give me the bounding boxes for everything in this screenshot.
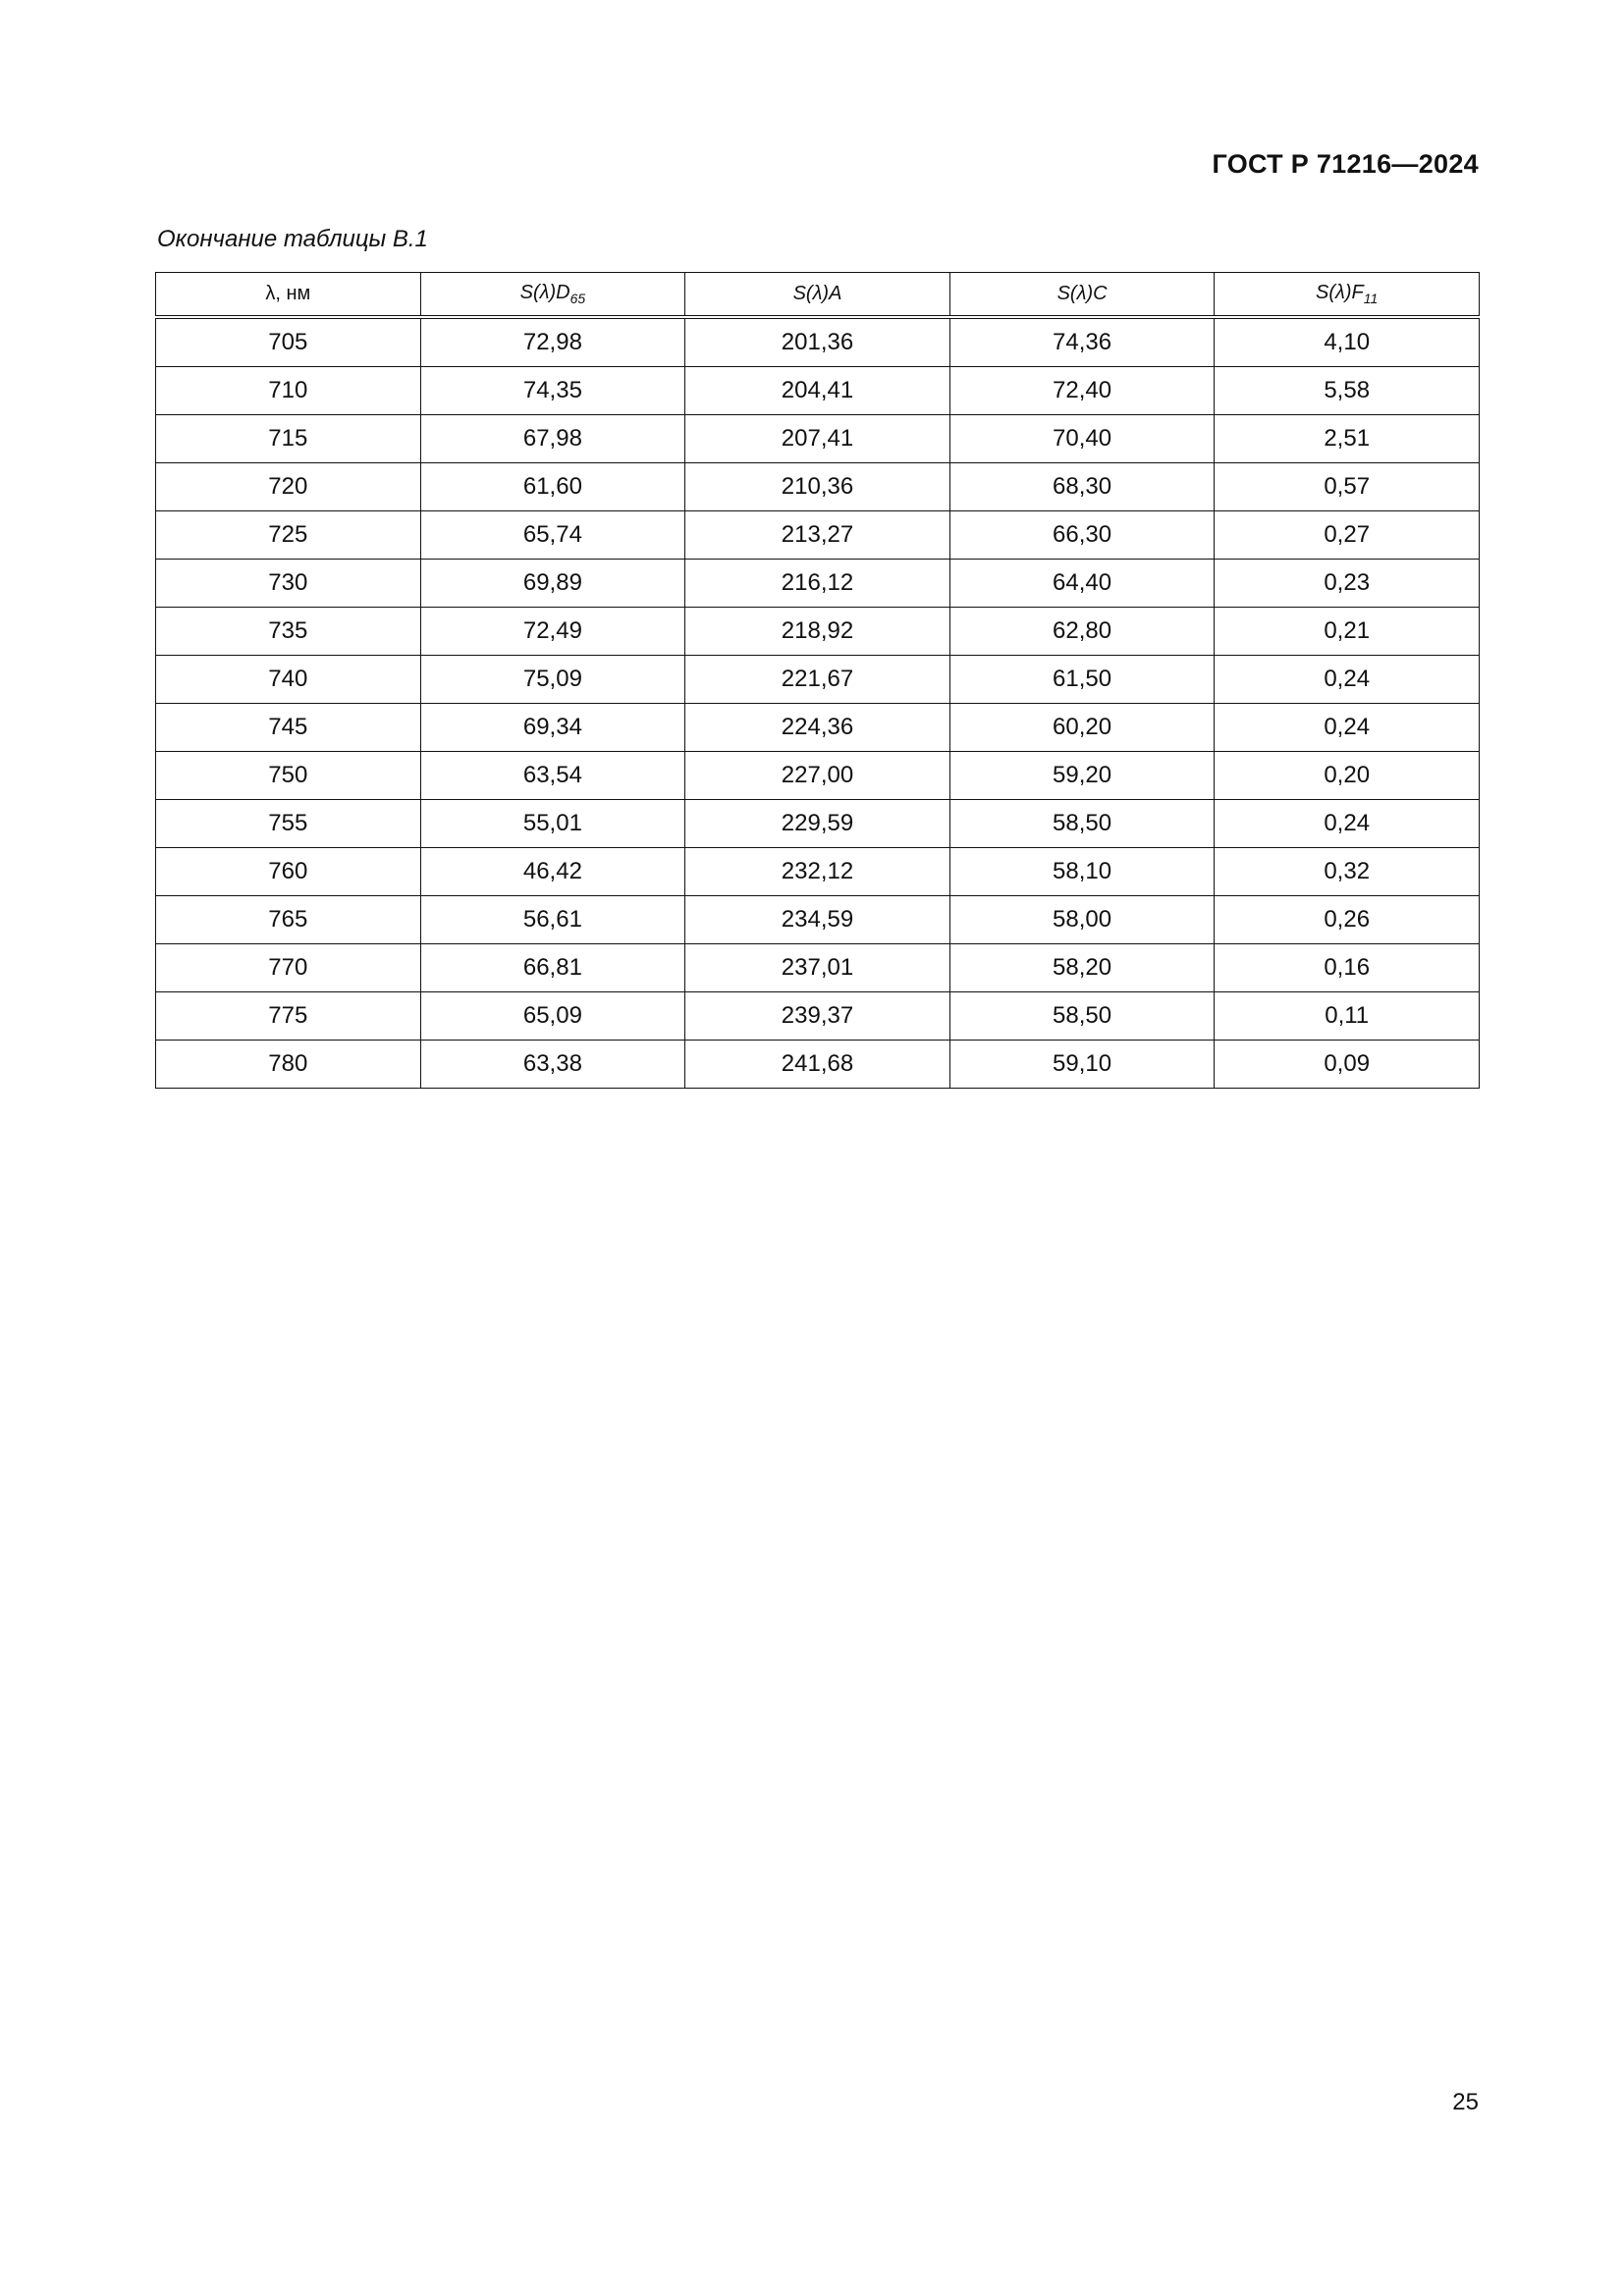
col-header-label: S(λ)A bbox=[792, 283, 842, 304]
table-cell: 66,30 bbox=[949, 511, 1215, 560]
table-row bbox=[156, 415, 1480, 463]
table-row bbox=[156, 656, 1480, 704]
table-cell: 63,54 bbox=[420, 752, 685, 800]
table-cell: 72,40 bbox=[949, 367, 1215, 415]
table-row bbox=[156, 944, 1480, 992]
table-cell: 0,24 bbox=[1215, 800, 1480, 848]
table-cell: 0,23 bbox=[1215, 560, 1480, 608]
col-header-subscript: 11 bbox=[1363, 291, 1379, 306]
table-row bbox=[156, 752, 1480, 800]
table-cell: 72,98 bbox=[420, 317, 685, 367]
col-header-label: S(λ)D bbox=[519, 282, 570, 303]
table-cell: 730 bbox=[156, 560, 421, 608]
table-row bbox=[156, 317, 1480, 367]
table-cell: 72,49 bbox=[420, 608, 685, 656]
page-number: 25 bbox=[1452, 2089, 1479, 2115]
table-row bbox=[156, 560, 1480, 608]
table-cell: 0,27 bbox=[1215, 511, 1480, 560]
table-caption: Окончание таблицы В.1 bbox=[157, 226, 428, 252]
spectral-data-table bbox=[155, 272, 1480, 1089]
table-cell: 221,67 bbox=[685, 656, 950, 704]
table-row bbox=[156, 800, 1480, 848]
table-cell: 63,38 bbox=[420, 1041, 685, 1089]
col-header-wavelength bbox=[156, 273, 421, 318]
table-cell: 70,40 bbox=[949, 415, 1215, 463]
table-cell: 65,09 bbox=[420, 992, 685, 1041]
table-row bbox=[156, 896, 1480, 944]
table-cell: 58,10 bbox=[949, 848, 1215, 896]
table-row bbox=[156, 1041, 1480, 1089]
table-cell: 218,92 bbox=[685, 608, 950, 656]
table-cell: 0,24 bbox=[1215, 656, 1480, 704]
table-cell: 715 bbox=[156, 415, 421, 463]
col-header-a bbox=[685, 273, 950, 318]
table-cell: 61,50 bbox=[949, 656, 1215, 704]
table-cell: 2,51 bbox=[1215, 415, 1480, 463]
table-cell: 760 bbox=[156, 848, 421, 896]
table-cell: 65,74 bbox=[420, 511, 685, 560]
table-cell: 66,81 bbox=[420, 944, 685, 992]
table-row bbox=[156, 367, 1480, 415]
table-cell: 0,32 bbox=[1215, 848, 1480, 896]
table-cell: 69,34 bbox=[420, 704, 685, 752]
col-header-label: S(λ)F bbox=[1316, 282, 1364, 303]
table-cell: 227,00 bbox=[685, 752, 950, 800]
table-row bbox=[156, 704, 1480, 752]
table-cell: 0,21 bbox=[1215, 608, 1480, 656]
table-cell: 74,35 bbox=[420, 367, 685, 415]
table-cell: 64,40 bbox=[949, 560, 1215, 608]
table-cell: 61,60 bbox=[420, 463, 685, 511]
table-cell: 780 bbox=[156, 1041, 421, 1089]
document-code: ГОСТ Р 71216—2024 bbox=[1212, 149, 1479, 179]
table-cell: 67,98 bbox=[420, 415, 685, 463]
table-cell: 735 bbox=[156, 608, 421, 656]
table-cell: 720 bbox=[156, 463, 421, 511]
table-cell: 0,24 bbox=[1215, 704, 1480, 752]
table-cell: 237,01 bbox=[685, 944, 950, 992]
col-header-f11 bbox=[1215, 273, 1480, 318]
table-cell: 705 bbox=[156, 317, 421, 367]
table-cell: 210,36 bbox=[685, 463, 950, 511]
col-header-label: λ, нм bbox=[265, 283, 311, 304]
table-cell: 0,16 bbox=[1215, 944, 1480, 992]
table-cell: 46,42 bbox=[420, 848, 685, 896]
table-cell: 68,30 bbox=[949, 463, 1215, 511]
table-cell: 224,36 bbox=[685, 704, 950, 752]
table-cell: 5,58 bbox=[1215, 367, 1480, 415]
col-header-d65 bbox=[420, 273, 685, 318]
table-cell: 58,20 bbox=[949, 944, 1215, 992]
table-cell: 59,20 bbox=[949, 752, 1215, 800]
table-cell: 59,10 bbox=[949, 1041, 1215, 1089]
table-body bbox=[156, 317, 1480, 1089]
table-cell: 241,68 bbox=[685, 1041, 950, 1089]
table-row bbox=[156, 463, 1480, 511]
table-cell: 201,36 bbox=[685, 317, 950, 367]
table-cell: 58,00 bbox=[949, 896, 1215, 944]
table-cell: 232,12 bbox=[685, 848, 950, 896]
table-cell: 0,26 bbox=[1215, 896, 1480, 944]
table-cell: 56,61 bbox=[420, 896, 685, 944]
table-cell: 74,36 bbox=[949, 317, 1215, 367]
table-cell: 216,12 bbox=[685, 560, 950, 608]
table-cell: 770 bbox=[156, 944, 421, 992]
table-row bbox=[156, 608, 1480, 656]
table-cell: 60,20 bbox=[949, 704, 1215, 752]
table-cell: 740 bbox=[156, 656, 421, 704]
table-row bbox=[156, 992, 1480, 1041]
table-cell: 775 bbox=[156, 992, 421, 1041]
table-cell: 725 bbox=[156, 511, 421, 560]
table-cell: 62,80 bbox=[949, 608, 1215, 656]
table-cell: 69,89 bbox=[420, 560, 685, 608]
table-cell: 55,01 bbox=[420, 800, 685, 848]
table-cell: 234,59 bbox=[685, 896, 950, 944]
table-cell: 213,27 bbox=[685, 511, 950, 560]
table-cell: 4,10 bbox=[1215, 317, 1480, 367]
table-header-row bbox=[156, 273, 1480, 318]
table-cell: 229,59 bbox=[685, 800, 950, 848]
table-cell: 755 bbox=[156, 800, 421, 848]
table-cell: 207,41 bbox=[685, 415, 950, 463]
table-cell: 0,20 bbox=[1215, 752, 1480, 800]
table-cell: 750 bbox=[156, 752, 421, 800]
table-cell: 75,09 bbox=[420, 656, 685, 704]
table-cell: 58,50 bbox=[949, 800, 1215, 848]
col-header-c bbox=[949, 273, 1215, 318]
table-cell: 745 bbox=[156, 704, 421, 752]
table-cell: 0,09 bbox=[1215, 1041, 1480, 1089]
table-cell: 58,50 bbox=[949, 992, 1215, 1041]
table-cell: 710 bbox=[156, 367, 421, 415]
table-row bbox=[156, 511, 1480, 560]
table-cell: 204,41 bbox=[685, 367, 950, 415]
table-cell: 0,11 bbox=[1215, 992, 1480, 1041]
table-cell: 765 bbox=[156, 896, 421, 944]
col-header-subscript: 65 bbox=[569, 291, 586, 306]
table-row bbox=[156, 848, 1480, 896]
table-cell: 0,57 bbox=[1215, 463, 1480, 511]
col-header-label: S(λ)C bbox=[1056, 283, 1108, 304]
table-cell: 239,37 bbox=[685, 992, 950, 1041]
